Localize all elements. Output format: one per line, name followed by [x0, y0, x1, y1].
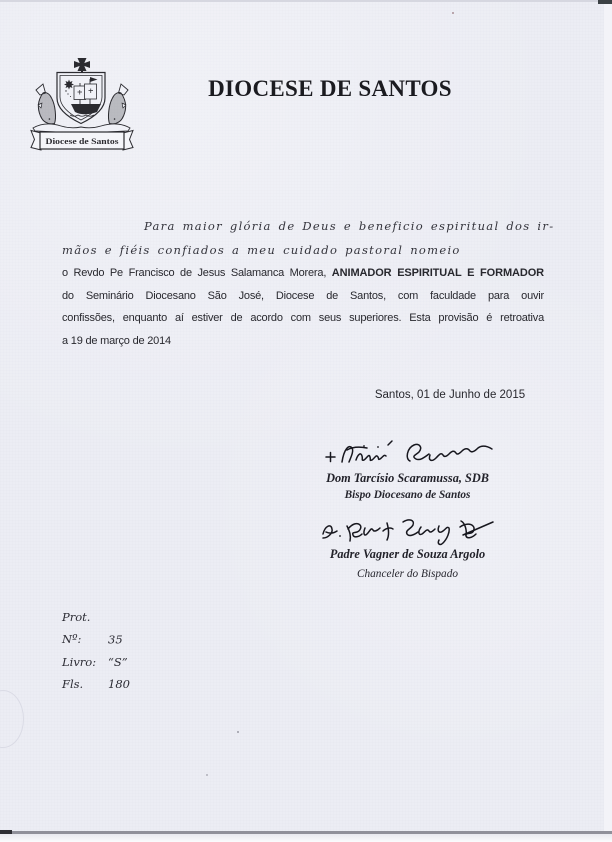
scan-bottom-strip — [0, 834, 612, 842]
intro-line-2: mãos e fiéis confiados a meu cuidado pastoral nomeio — [62, 243, 461, 257]
scan-corner-mark — [598, 0, 612, 4]
chancellor-role: Chanceler do Bispado — [356, 568, 459, 580]
chancellor-name: Padre Vagner de Souza Argolo — [329, 547, 486, 561]
chancellor-signature-image — [313, 512, 503, 546]
intro-paragraph — [62, 214, 562, 262]
diocese-coat-of-arms — [30, 57, 134, 155]
dateline: Santos, 01 de Junho de 2015 — [374, 389, 526, 401]
body-line-4: a 19 de março de 2014 — [62, 334, 171, 347]
protocol-row-fls — [62, 673, 130, 695]
intro-line-1: Para maior glória de Deus e beneficio espiritual dos ir- — [144, 219, 555, 233]
paper-speck — [206, 774, 208, 776]
body-line-1-normal: o Revdo Pe Francisco de Jesus Salamanca Morera, — [62, 267, 327, 279]
chancellor-signature-block — [290, 512, 525, 581]
protocol-row-livro — [62, 651, 130, 673]
fish-left-icon — [36, 84, 56, 124]
prot-number-label: Prot. Nº: — [62, 610, 91, 647]
body-line-3: confissões, enquanto aí estiver de acordo com seus superiores. Esta provisão é retroativa — [62, 312, 544, 324]
prot-number-value: 35 — [108, 632, 123, 647]
scan-edge-right — [604, 0, 612, 842]
bishop-signature-image — [318, 436, 498, 470]
body-line-1-bold: ANIMADOR ESPIRITUAL E FORMADOR — [331, 267, 545, 279]
fls-value: 180 — [108, 676, 130, 691]
banner-text: Diocese de Santos — [45, 137, 119, 146]
livro-value: “S” — [108, 654, 128, 669]
bishop-role: Bispo Diocesano de Santos — [344, 489, 471, 501]
fish-right-icon — [109, 84, 129, 124]
protocol-row-prot — [62, 606, 130, 651]
body-line-2: do Seminário Diocesano São José, Diocese de Santos, com faculdade para ouvir — [62, 289, 544, 302]
body-line-1 — [62, 262, 544, 285]
body-paragraph — [62, 262, 544, 352]
bishop-name: Dom Tarcísio Scaramussa, SDB — [326, 471, 489, 485]
paper-speck — [237, 731, 239, 733]
livro-label: Livro: — [62, 654, 97, 669]
paper-speck — [452, 12, 454, 14]
scan-edge-top — [0, 0, 612, 2]
fls-label: Fls. — [62, 676, 84, 691]
protocol-block — [62, 606, 130, 695]
ground-mound — [33, 124, 130, 133]
page-title: DIOCESE DE SANTOS — [208, 76, 452, 101]
bishop-signature-block — [290, 436, 525, 502]
cross-icon — [74, 58, 90, 73]
paper-curl-mark — [0, 690, 24, 748]
